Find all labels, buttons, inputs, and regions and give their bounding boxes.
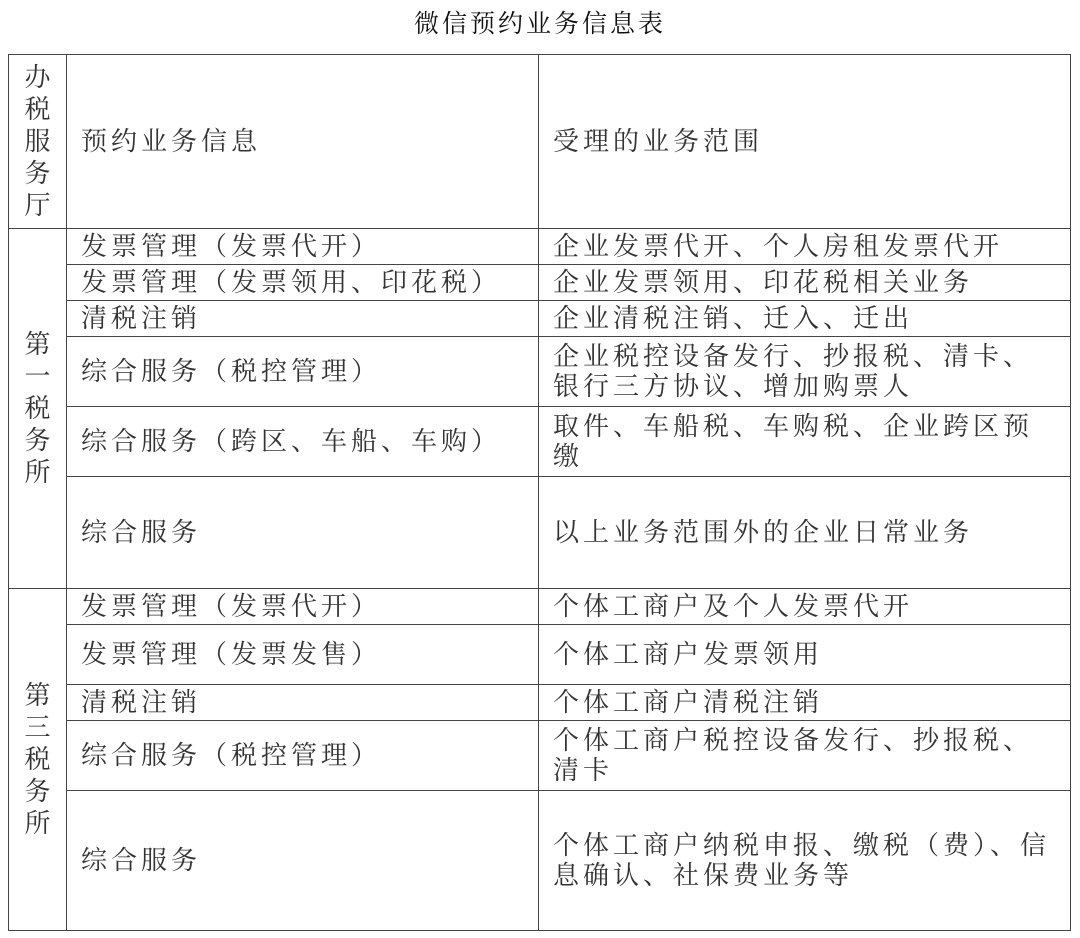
row-info-cell: 清税注销 [67, 301, 539, 337]
group-hall-cell [9, 589, 67, 931]
table-row [9, 589, 1071, 625]
header-hall-cell [9, 55, 67, 229]
row-info-cell: 发票管理（发票领用、印花税） [67, 265, 539, 301]
row-scope-cell: 个体工商户纳税申报、缴税（费）、信息确认、社保费业务等 [539, 791, 1071, 931]
row-info-cell: 综合服务（跨区、车船、车购） [67, 407, 539, 477]
table-row [9, 337, 1071, 407]
row-scope-cell: 企业发票领用、印花税相关业务 [539, 265, 1071, 301]
row-scope-cell: 个体工商户发票领用 [539, 625, 1071, 685]
table-row [9, 301, 1071, 337]
row-scope-cell: 个体工商户税控设备发行、抄报税、清卡 [539, 721, 1071, 791]
table-row [9, 625, 1071, 685]
table-title: 微信预约业务信息表 [413, 9, 666, 38]
header-row [9, 55, 1071, 229]
group-hall-label: 第三税务所 [24, 680, 51, 839]
row-scope-cell: 个体工商户清税注销 [539, 685, 1071, 721]
group-hall-label: 第一税务所 [24, 329, 51, 488]
table-row [9, 477, 1071, 589]
group-hall-cell [9, 229, 67, 589]
table-row [9, 407, 1071, 477]
row-scope-cell: 企业税控设备发行、抄报税、清卡、银行三方协议、增加购票人 [539, 337, 1071, 407]
row-scope-cell: 个体工商户及个人发票代开 [539, 589, 1071, 625]
table-row [9, 229, 1071, 265]
row-info-cell: 发票管理（发票代开） [67, 589, 539, 625]
row-scope-cell: 取件、车船税、车购税、企业跨区预缴 [539, 407, 1071, 477]
row-info-cell: 综合服务（税控管理） [67, 337, 539, 407]
row-info-cell: 发票管理（发票代开） [67, 229, 539, 265]
row-info-cell: 综合服务 [67, 791, 539, 931]
row-scope-cell: 企业清税注销、迁入、迁出 [539, 301, 1071, 337]
header-info-cell: 预约业务信息 [67, 55, 539, 229]
header-hall-label: 办税服务厅 [24, 62, 51, 221]
table-row [9, 265, 1071, 301]
row-info-cell: 综合服务 [67, 477, 539, 589]
appointment-table [8, 54, 1071, 931]
row-scope-cell: 以上业务范围外的企业日常业务 [539, 477, 1071, 589]
row-info-cell: 发票管理（发票发售） [67, 625, 539, 685]
row-scope-cell: 企业发票代开、个人房租发票代开 [539, 229, 1071, 265]
row-info-cell: 清税注销 [67, 685, 539, 721]
table-row [9, 791, 1071, 931]
row-info-cell: 综合服务（税控管理） [67, 721, 539, 791]
table-row [9, 685, 1071, 721]
table-row [9, 721, 1071, 791]
header-scope-cell: 受理的业务范围 [539, 55, 1071, 229]
